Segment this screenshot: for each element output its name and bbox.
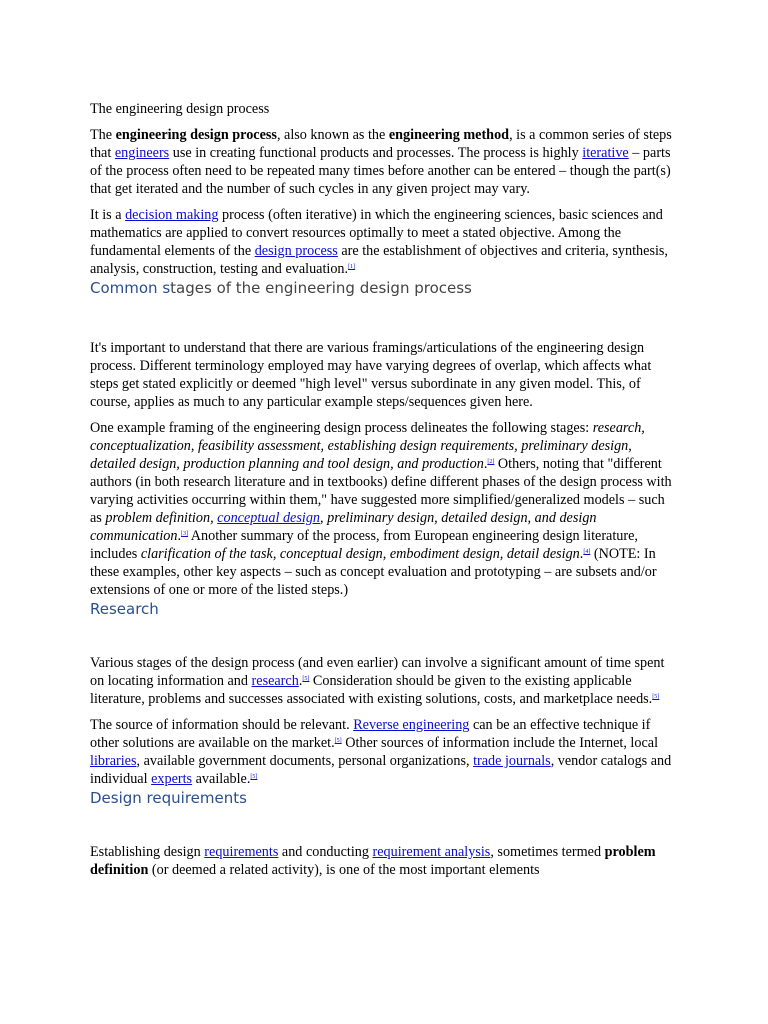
- link-iterative[interactable]: iterative: [582, 145, 629, 161]
- stages-paragraph-1: It's important to understand that there are various framings/articulations of the engineering design process. Different terminology employed may have varying degrees of overlap, which affects what steps get stated explicitly or deemed "high level" versus subordinate in any given model. This, of course, applies as much to any particular example steps/sequences given here.: [90, 340, 652, 410]
- text: .: [177, 528, 182, 544]
- text: The source of information should be relevant.: [90, 717, 354, 733]
- link-conceptual-design[interactable]: conceptual design: [217, 510, 321, 526]
- text: available.: [192, 771, 251, 787]
- link-engineers[interactable]: engineers: [114, 145, 170, 161]
- section-heading-common-stages: [90, 279, 680, 297]
- text: (or deemed a related activity), is one of the most important elements: [148, 862, 540, 878]
- bold-term-problem-definition: problem definition: [90, 844, 656, 878]
- link-reverse-engineering[interactable]: Reverse engineering: [353, 717, 470, 733]
- text: are the establishment of objectives and criteria, synthesis, analysis, construction, testing and evaluation.: [90, 243, 668, 277]
- heading-text: Common s: [90, 279, 171, 297]
- text: process (often iterative) in which the engineering sciences, basic sciences and mathematics are applied to convert resources optimally to meet a stated objective. Among the fundamental elements of the: [90, 207, 663, 259]
- link-research[interactable]: research: [251, 673, 299, 689]
- text: , is a common series of steps that: [90, 127, 672, 161]
- italic-stage-list: research, conceptualization, feasibility assessment, establishing design requirements, preliminary design, detailed design, production planning and tool design, and production: [90, 420, 645, 472]
- citation-link[interactable]: [3]: [181, 531, 189, 537]
- text: One example framing of the engineering design process delineates the following stages:: [90, 420, 593, 436]
- citation-link[interactable]: [4]: [583, 549, 591, 555]
- link-requirement-analysis[interactable]: requirement analysis: [372, 844, 491, 860]
- bold-term-engineering-design-process: engineering design process: [115, 127, 277, 143]
- text: Other sources of information include the Internet, local: [341, 735, 659, 751]
- design-requirements-paragraph-1: [90, 843, 680, 879]
- text: can be an effective technique if other solutions are available on the market.: [90, 717, 651, 751]
- text: , available government documents, personal organizations,: [136, 753, 474, 769]
- text: (NOTE: In these examples, other key aspects – such as concept evaluation and prototyping – are subsets and/or extensions of one or more of the listed steps.): [90, 546, 657, 598]
- text: Others, noting that "different authors (in both research literature and in textbooks) define different phases of the design process with varying activities occurring within them," have suggested more simplified/generalized models – such as: [90, 456, 672, 526]
- text: – parts of the process often need to be repeated many times before another can be entered – though the part(s) that get iterated and the number of such cycles in any given project may vary.: [90, 145, 671, 197]
- document-body: [90, 100, 680, 887]
- text: .: [298, 673, 303, 689]
- italic-text: clarification of the task, conceptual design, embodiment design, detail design: [140, 546, 580, 562]
- text: .: [579, 546, 584, 562]
- research-paragraph-2: [90, 716, 680, 788]
- text: , sometimes termed: [490, 844, 605, 860]
- section-heading-design-requirements: Design requirements: [90, 789, 247, 807]
- link-trade-journals[interactable]: trade journals: [473, 753, 551, 769]
- citation-link[interactable]: [5]: [652, 694, 660, 700]
- heading-text: tages of the engineering design process: [170, 279, 472, 297]
- link-design-process[interactable]: design process: [254, 243, 338, 259]
- citation-link[interactable]: [5]: [334, 738, 342, 744]
- citation-link[interactable]: [1]: [348, 264, 356, 270]
- italic-text: problem definition,: [105, 510, 218, 526]
- text: Various stages of the design process (and even earlier) can involve a significant amount of time spent on locating information and: [90, 655, 665, 689]
- citation-link[interactable]: [5]: [250, 774, 258, 780]
- text: It is a: [90, 207, 126, 223]
- text: , vendor catalogs and individual: [90, 753, 672, 787]
- citation-link[interactable]: [5]: [302, 676, 310, 682]
- link-libraries[interactable]: libraries: [90, 753, 137, 769]
- text: use in creating functional products and processes. The process is highly: [169, 145, 583, 161]
- section-heading-research: Research: [90, 600, 159, 618]
- research-paragraph-1: [90, 654, 680, 708]
- text: .: [483, 456, 488, 472]
- link-experts[interactable]: experts: [151, 771, 193, 787]
- link-requirements[interactable]: requirements: [204, 844, 279, 860]
- link-decision-making[interactable]: decision making: [125, 207, 219, 223]
- stages-paragraph-2: [90, 419, 680, 599]
- bold-term-engineering-method: engineering method: [388, 127, 510, 143]
- citation-link[interactable]: [2]: [487, 459, 495, 465]
- intro-paragraph-1: [90, 126, 680, 198]
- intro-paragraph-2: [90, 206, 680, 278]
- italic-text: , preliminary design, detailed design, and design communication: [90, 510, 597, 544]
- text: and conducting: [278, 844, 373, 860]
- text: Another summary of the process, from European engineering design literature, includes: [90, 528, 638, 562]
- text: The: [90, 127, 116, 143]
- text: Establishing design: [90, 844, 205, 860]
- document-title: The engineering design process: [90, 101, 270, 117]
- text: , also known as the: [276, 127, 389, 143]
- text: Consideration should be given to the existing applicable literature, problems and successes associated with existing solutions, costs, and marketplace needs.: [90, 673, 653, 707]
